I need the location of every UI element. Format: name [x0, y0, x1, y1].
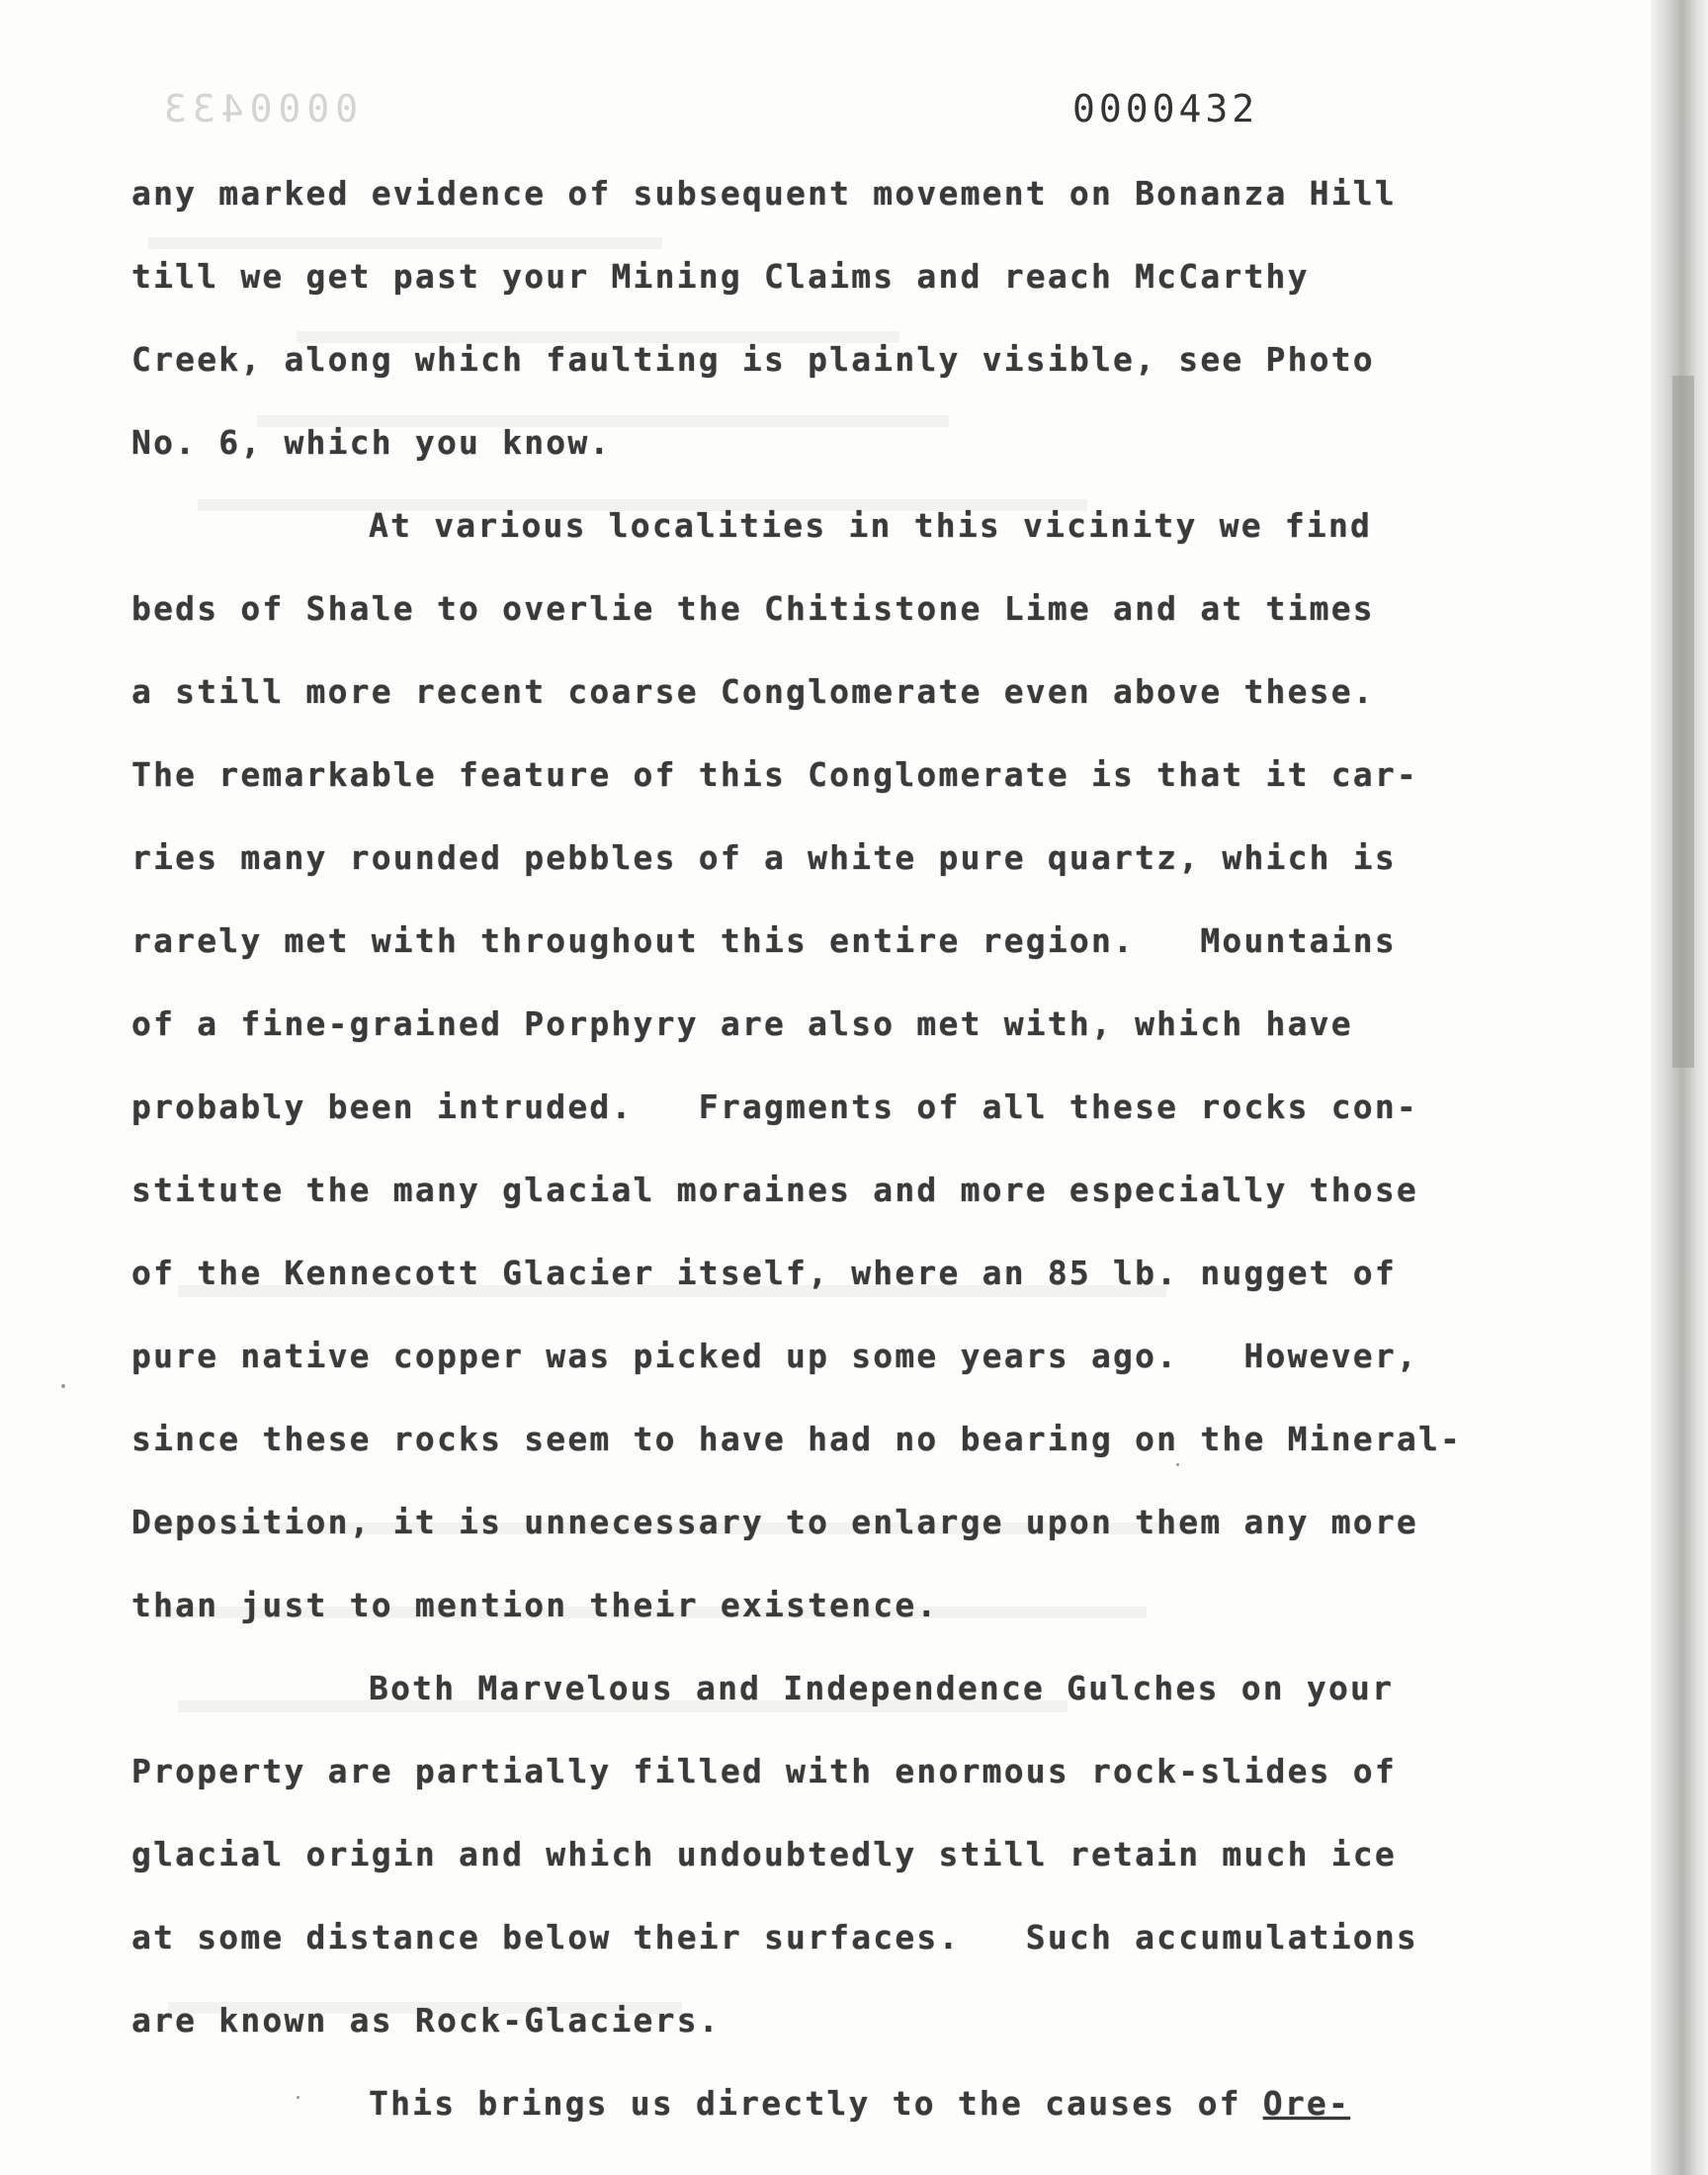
text-line: since these rocks seem to have had no bearing on the Mineral- — [131, 1420, 1463, 1458]
scan-speck — [61, 1384, 65, 1388]
text-line: a still more recent coarse Conglomerate even above these. — [131, 672, 1375, 711]
text-line: than just to mention their existence. — [131, 1586, 939, 1624]
paragraph-start-line: Both Marvelous and Independence Gulches on your — [369, 1669, 1395, 1707]
text-line-lead: This brings us directly to the causes of — [369, 2084, 1263, 2123]
text-line: at some distance below their surfaces. Such accumulations — [131, 1918, 1418, 1957]
page-number: 0000432 — [1072, 87, 1259, 130]
text-line: probably been intruded. Fragments of all these rocks con- — [131, 1088, 1418, 1126]
text-line: any marked evidence of subsequent movement on Bonanza Hill — [131, 174, 1397, 213]
text-line: No. 6, which you know. — [131, 423, 612, 462]
text-line: of the Kennecott Glacier itself, where an 85 lb. nugget of — [131, 1254, 1397, 1292]
text-line: ries many rounded pebbles of a white pure quartz, which is — [131, 838, 1397, 877]
underlined-word: Ore- — [1262, 2084, 1351, 2123]
text-line: pure native copper was picked up some years ago. However, — [131, 1337, 1418, 1375]
scan-speck — [297, 2096, 299, 2099]
bleed-through-page-number: 0000433 — [158, 87, 359, 130]
bleed-through-mark — [148, 237, 662, 249]
text-line: beds of Shale to overlie the Chitistone Lime and at times — [131, 589, 1375, 628]
scan-speck — [1176, 1463, 1179, 1466]
text-line: are known as Rock-Glaciers. — [131, 2001, 721, 2040]
text-line: glacial origin and which undoubtedly still retain much ice — [131, 1835, 1397, 1873]
paragraph-start-line: At various localities in this vicinity we find — [369, 506, 1373, 545]
text-line: stitute the many glacial moraines and more especially those — [131, 1171, 1418, 1209]
text-line: of a fine-grained Porphyry are also met with, which have — [131, 1004, 1353, 1043]
text-line: Creek, along which faulting is plainly visible, see Photo — [131, 340, 1375, 379]
scan-edge-shadow — [1651, 0, 1708, 2175]
text-line: till we get past your Mining Claims and reach McCarthy — [131, 257, 1310, 296]
text-line: rarely met with throughout this entire region. Mountains — [131, 921, 1397, 960]
text-line: Property are partially filled with enormous rock-slides of — [131, 1752, 1397, 1790]
paragraph-start-line — [369, 2084, 1350, 2123]
text-line: The remarkable feature of this Conglomerate is that it car- — [131, 755, 1418, 794]
text-line: Deposition, it is unnecessary to enlarge upon them any more — [131, 1503, 1418, 1541]
scan-edge-dark-band — [1672, 376, 1694, 1068]
